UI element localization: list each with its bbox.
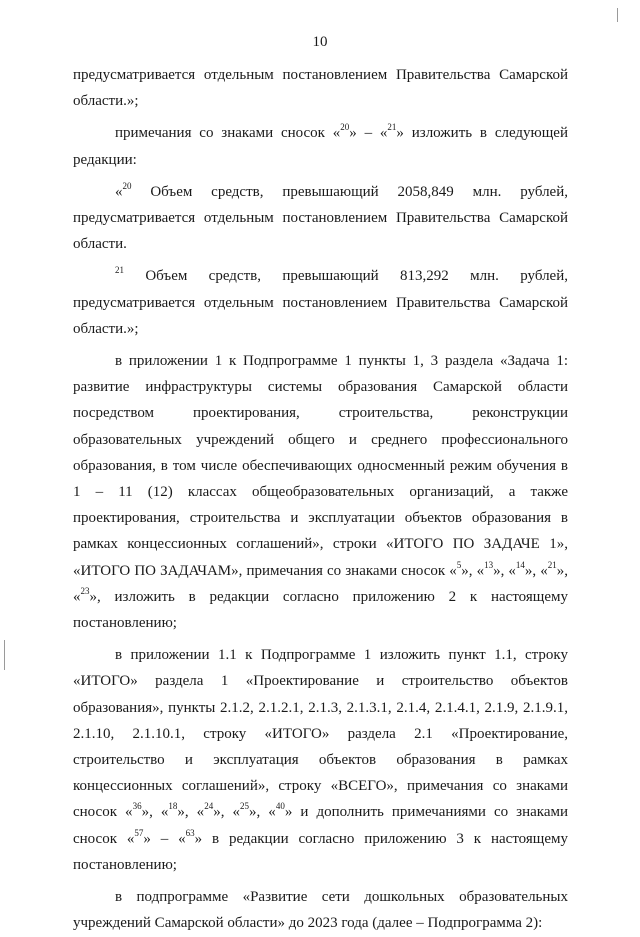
scan-mark-top-right: [617, 8, 618, 22]
text-run: » – «: [349, 125, 388, 142]
text-run: », «: [461, 562, 485, 579]
footnote-ref: 18: [168, 801, 178, 812]
paragraph-3: [73, 179, 568, 258]
text-run: в приложении 1 к Подпрограмме 1 пункты 1, 3 раздела «Задача 1: развитие инфраструктуры системы образования Самарской области посредством проектирования, строительства, реконструкции образовательных учреждений общего и среднего профессионального образования, в том числе обеспечивающих односменный режим обучения в 1 – 11 (12) классах общеобразовательных организаций, а также проектирования, строительства и эксплуатации объектов образования в рамках концессионных соглашений», строки «ИТОГО ПО ЗАДАЧЕ 1», «ИТОГО ПО ЗАДАЧАМ», примечания со знаками сносок «: [73, 353, 568, 579]
footnote-ref: 40: [275, 801, 285, 812]
text-run: », «: [249, 804, 276, 821]
footnote-ref: 5: [456, 559, 462, 570]
footnote-ref: 36: [132, 801, 142, 812]
footnote-ref: 21: [387, 122, 397, 133]
scan-mark-left: [4, 640, 5, 670]
footnote-ref: 21: [547, 559, 557, 570]
text-run: » и дополнить примечаниями со знаками сносок «: [73, 804, 569, 847]
text-run: в подпрограмме «Развитие сети дошкольных образовательных учреждений Самарской области» до 2023 года (далее – Подпрограмма 2):: [73, 889, 568, 932]
text-run: » в редакции согласно приложению 3 к настоящему постановлению;: [73, 830, 568, 873]
footnote-ref: 14: [515, 559, 525, 570]
text-run: », «: [73, 562, 568, 605]
text-run: «: [115, 183, 123, 200]
footnote-ref: 23: [80, 585, 90, 596]
paragraph-6: [73, 642, 568, 878]
text-run: », «: [177, 804, 205, 821]
document-body: [73, 62, 568, 937]
paragraph-2: [73, 120, 568, 172]
footnote-ref: 20: [122, 180, 132, 191]
page-number: 10: [312, 34, 328, 50]
text-run: », «: [493, 562, 516, 579]
paragraph-4: [73, 263, 568, 342]
text-run: примечания со знаками сносок «: [115, 125, 341, 142]
text-run: », «: [213, 804, 240, 821]
text-run: », «: [141, 804, 169, 821]
footnote-ref: 21: [115, 265, 124, 276]
text-run: », «: [524, 562, 548, 579]
paragraph-7: [73, 884, 568, 936]
footnote-ref: 57: [134, 827, 144, 838]
footnote-ref: 25: [240, 801, 249, 812]
text-run: » изложить в следующей редакции:: [73, 125, 568, 168]
text-run: предусматривается отдельным постановлением Правительства Самарской области.»;: [73, 67, 568, 110]
text-run: », изложить в редакции согласно приложению 2 к настоящему постановлению;: [73, 588, 568, 632]
text-run: в приложении 1.1 к Подпрограмме 1 изложить пункт 1.1, строку «ИТОГО» раздела 1 «Проектирование и строительство объектов образования», пункты 2.1.2, 2.1.2.1, 2.1.3, 2.1.3.1, 2.1.4, 2.1.4.1, 2.1.9, 2.1.9.1, 2.1.10, 2.1.10.1, строку «ИТОГО» раздела 2.1 «Проектирование, строительство и эксплуатация объектов образования в рамках концессионных соглашений», строку «ВСЕГО», примечания со знаками сносок «: [73, 647, 568, 821]
footnote-ref: 63: [185, 827, 195, 838]
text-run: Объем средств, превышающий 2058,849 млн. рублей, предусматривается отдельным постановлением Правительства Самарской области.: [73, 183, 568, 253]
paragraph-5: [73, 348, 568, 636]
paragraph-1: [73, 62, 568, 114]
text-run: » – «: [143, 830, 186, 847]
text-run: Объем средств, превышающий 813,292 млн. рублей, предусматривается отдельным постановлением Правительства Самарской области.»;: [73, 268, 568, 337]
footnote-ref: 24: [204, 801, 214, 812]
footnote-ref: 20: [340, 122, 350, 133]
footnote-ref: 13: [484, 559, 494, 570]
